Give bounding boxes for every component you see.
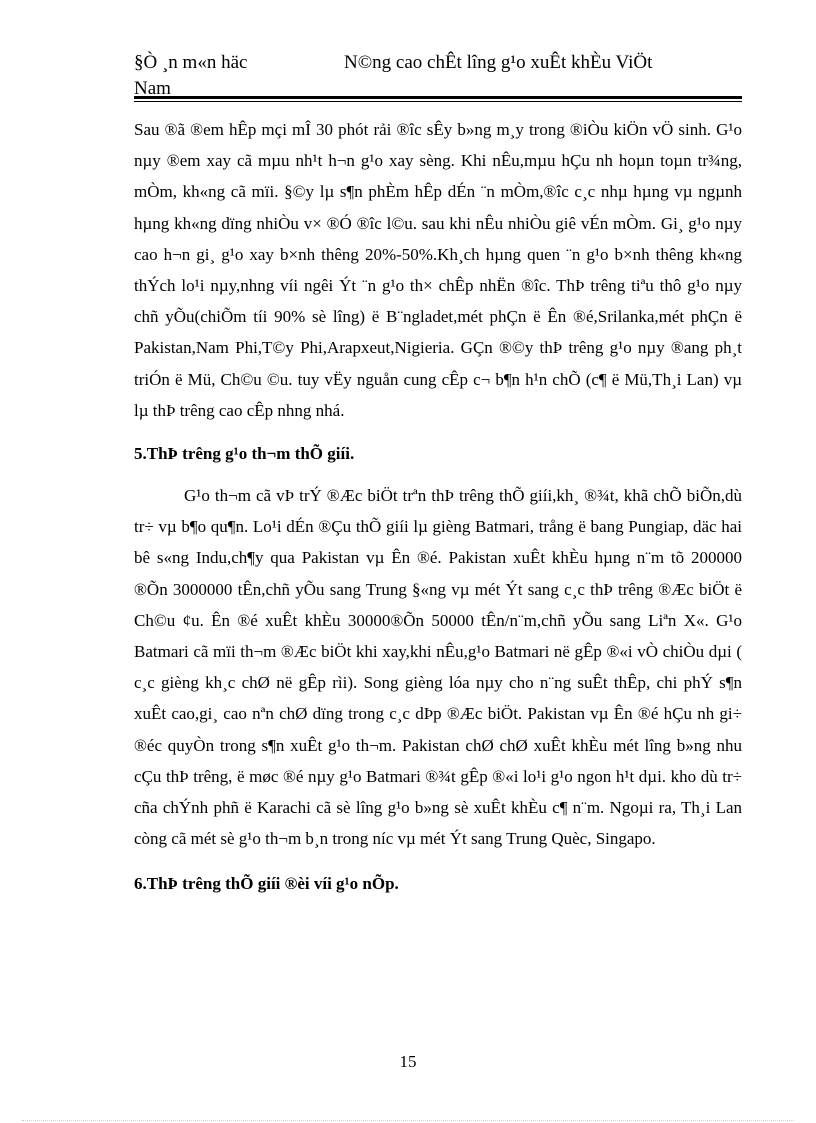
section-heading-5: 5.ThÞ trêng g¹o th¬m thÕ giíi. <box>134 444 355 464</box>
paragraph: Sau ®ã ®em hÊp mçi mÎ 30 phót rải ®îc sÊy b»ng m¸y trong ®iÒu kiÖn vÖ sinh. G¹o nµy ®em xay cã mµu nh¹t h¬n g¹o xay sèng. Khi nÊu,mµu hÇu nh hoµn toµn tr¾ng, mÒm, kh«ng cã mïi. §©y lµ s¶n phÈm hÊp dÉn ¨n mÒm,®îc c¸c nhµ hµng vµ ngµnh hµng kh«ng dïng nhiÒu v× ®Ó ®îc l©u. sau khi nÊu nhiÒu giê vÉn mÒm. Gi¸ g¹o nµy cao h¬n gi¸ g¹o xay b×nh thêng 20%-50%.Kh¸ch hµng quen ¨n g¹o b×nh thêng kh«ng thÝch lo¹i nµy,nhng víi ngêi Ýt ¨n g¹o th× chÊp nhËn ®îc. ThÞ trêng tiªu thô g¹o nµy chñ yÕu(chiÕm tíi 90% sè lîng) ë B¨ngladet,mét phÇn ë Ên ®é,Srilanka,mét phÇn ë Pakistan,Nam Phi,T©y Phi,Arapxeut,Nigieria. GÇn ®©y thÞ trêng g¹o nµy ®ang ph¸t triÓn ë Mü, Ch©u ©u. tuy vËy nguån cung cÊp c¬ b¶n h¹n chÕ (c¶ ë Mü,Th¸i Lan) vµ lµ thÞ trêng cao cÊp nhng nhá. <box>134 120 742 420</box>
body-content <box>134 114 742 898</box>
header-right-title: N©ng cao chÊt lîng g¹o xuÊt khÈu ViÖt <box>344 52 653 73</box>
header-rule-thin <box>134 101 742 102</box>
paragraph: G¹o th¬m cã vÞ trÝ ®Æc biÖt trªn thÞ trêng thÕ giíi,kh¸ ®¾t, khã chÕ biÕn,dù tr÷ vµ b¶o qu¶n. Lo¹i dÉn ®Çu thÕ giíi lµ gièng Batmari, trång ë bang Pungiap, däc hai bê s«ng Indu,ch¶y qua Pakistan vµ Ên ®é. Pakistan xuÊt khÈu hµng n¨m tõ 200000 ®Õn 3000000 tÊn,chñ yÕu sang Trung §«ng vµ mét Ýt sang c¸c thÞ trêng ®Æc biÖt ë Ch©u ¢u. Ên ®é xuÊt khÈu 30000®Õn 50000 tÊn/n¨m,chñ yÕu sang Liªn X«. G¹o Batmari cã mïi th¬m ®Æc biÖt khi xay,khi nÊu,g¹o Batmari në gÊp ®«i vÒ chiÒu dµi ( c¸c gièng kh¸c chØ në gÊp rìi). Song gièng lóa nµy cho n¨ng suÊt thÊp, chi phÝ s¶n xuÊt cao,gi¸ cao nªn chØ dïng trong c¸c dÞp ®Æc biÖt. Pakistan vµ Ên ®é hÇu nh gi÷ ®éc quyÒn trong s¶n xuÊt g¹o th¬m. Pakistan chØ chØ xuÊt khÈu mét lîng b»ng nhu cÇu thÞ trêng, ë møc ®é nµy g¹o Batmari ®¾t gÊp ®«i lo¹i g¹o ngon h¹t dµi. kho dù tr÷ cña chÝnh phñ ë Karachi cã sè lîng g¹o b»ng sè xuÊt khÈu c¶ n¨m. Ngoµi ra, Th¸i Lan còng cã mét sè g¹o th¬m b¸n trong níc vµ mét Ýt sang Trung Quèc, Singapo. <box>134 486 742 849</box>
header-left-title: §Ò ¸n m«n häc Nam <box>134 52 248 99</box>
page-bottom-border <box>22 1120 794 1121</box>
header-rule-thick <box>134 96 742 99</box>
section-heading-6: 6.ThÞ trêng thÕ giíi ®èi víi g¹o nÕp. <box>134 874 399 894</box>
page-number: 15 <box>399 1052 417 1071</box>
